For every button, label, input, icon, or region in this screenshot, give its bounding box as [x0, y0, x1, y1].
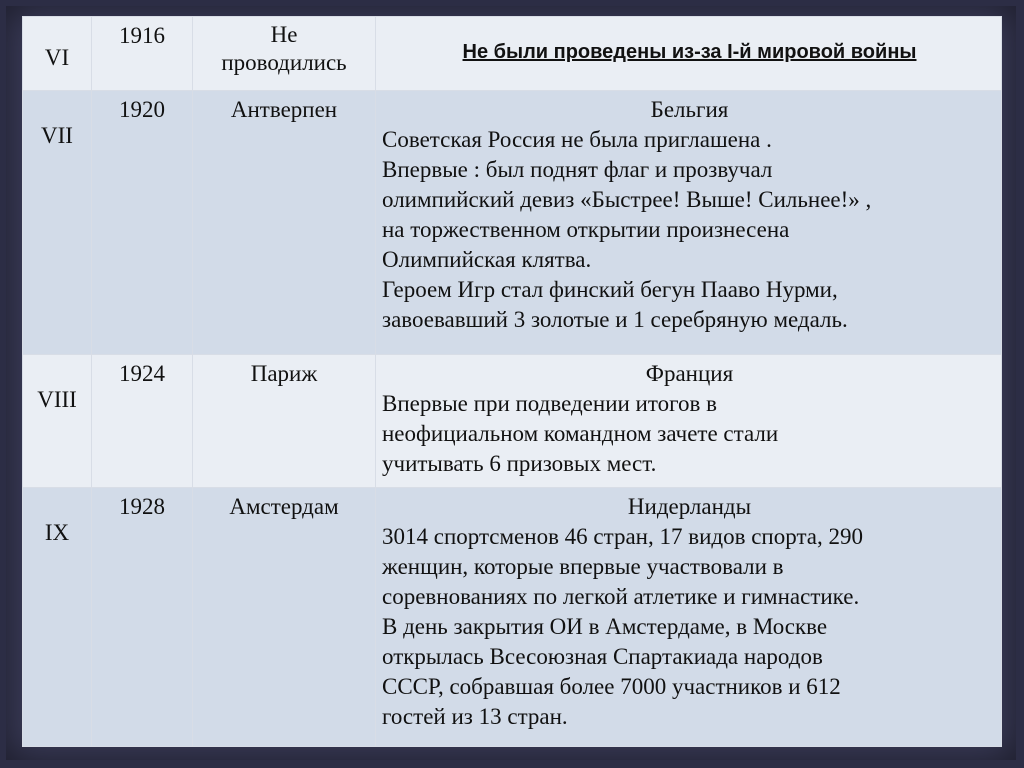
table-row-1920	[23, 91, 1002, 355]
table-row-1924	[23, 355, 1002, 488]
city: Антверпен	[230, 97, 338, 122]
info-line: Героем Игр стал финский бегун Пааво Нурми,	[382, 277, 838, 302]
games-number-cell	[23, 91, 92, 355]
info-line: Впервые при подведении итогов в	[382, 391, 717, 416]
games-number-cell	[23, 17, 92, 91]
games-number: IX	[44, 520, 70, 545]
info-line: открылась Всесоюзная Спартакиада народов	[382, 644, 823, 669]
info-line: женщин, которые впервые участвовали в	[382, 554, 784, 579]
info-line: 3014 спортсменов 46 стран, 17 видов спорта, 290	[382, 524, 863, 549]
table-row-1928	[23, 488, 1002, 747]
country: Бельгия	[650, 97, 729, 122]
city: Амстердам	[229, 494, 339, 519]
city-cell	[193, 91, 376, 355]
city: Париж	[250, 361, 318, 386]
info-line: Впервые : был поднят флаг и прозвучал	[382, 157, 773, 182]
info-line: Олимпийская клятва.	[382, 247, 592, 272]
info-line: олимпийский девиз «Быстрее! Выше! Сильнее!» ,	[382, 187, 872, 212]
games-number: VI	[44, 45, 70, 70]
info-line: соревнованиях по легкой атлетике и гимнастике.	[382, 584, 860, 609]
city-line: проводились	[221, 50, 347, 75]
games-number-cell	[23, 355, 92, 488]
city-cell	[193, 488, 376, 747]
city-cell	[193, 355, 376, 488]
year-cell	[92, 91, 193, 355]
year-cell	[92, 355, 193, 488]
info-line: гостей из 13 стран.	[382, 704, 568, 729]
info-line: В день закрытия ОИ в Амстердаме, в Москве	[382, 614, 828, 639]
year: 1928	[119, 494, 165, 519]
info-cell	[376, 91, 1002, 355]
games-number: VII	[41, 123, 73, 148]
year: 1924	[119, 361, 165, 386]
cancelled-note: Не были проведены из-за I-й мировой войны	[462, 41, 917, 63]
year: 1920	[119, 97, 165, 122]
games-number: VIII	[37, 387, 77, 412]
city-cell	[193, 17, 376, 91]
year: 1916	[119, 23, 165, 48]
info-cell	[376, 355, 1002, 488]
olympics-table	[22, 16, 1002, 747]
info-line: СССР, собравшая более 7000 участников и 612	[382, 674, 841, 699]
info-cell	[376, 488, 1002, 747]
country: Нидерланды	[627, 494, 752, 519]
info-line: неофициальном командном зачете стали	[382, 421, 779, 446]
city-line: Не	[270, 22, 298, 47]
year-cell	[92, 488, 193, 747]
year-cell	[92, 17, 193, 91]
games-number-cell	[23, 488, 92, 747]
info-cell	[376, 17, 1002, 91]
olympics-table-container	[22, 16, 1002, 746]
country: Франция	[645, 361, 734, 386]
info-line: на торжественном открытии произнесена	[382, 217, 790, 242]
info-line: Советская Россия не была приглашена .	[382, 127, 772, 152]
info-line: учитывать 6 призовых мест.	[382, 451, 657, 476]
table-row-1916	[23, 17, 1002, 91]
info-line: завоевавший 3 золотые и 1 серебряную медаль.	[382, 307, 848, 332]
